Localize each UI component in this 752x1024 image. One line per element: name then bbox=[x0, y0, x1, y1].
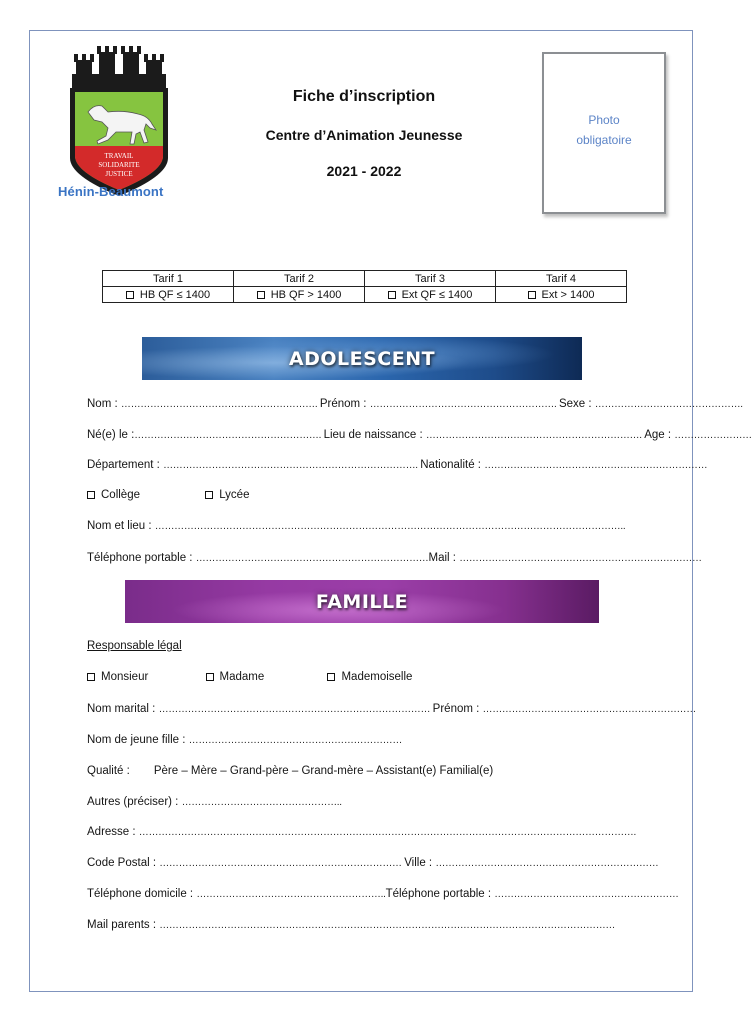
checkbox[interactable] bbox=[205, 491, 213, 499]
qualite-line bbox=[87, 765, 493, 777]
nom-lieu-field[interactable]: ……………………………………………………………………………………………………………………………….. bbox=[154, 521, 626, 532]
tel-portable-parent-field[interactable]: ………………………………………………… bbox=[494, 889, 679, 900]
tarif-option-3[interactable] bbox=[365, 287, 496, 303]
monsieur-label: Monsieur bbox=[101, 671, 149, 683]
age-field[interactable]: …………………… bbox=[674, 430, 752, 441]
autres-label: Autres (préciser) : bbox=[87, 796, 182, 808]
college-label: Collège bbox=[101, 489, 140, 501]
nom-marital-label: Nom marital : bbox=[87, 703, 159, 715]
ne-le-field[interactable]: …………………………………………………. bbox=[134, 430, 324, 441]
checkbox[interactable] bbox=[87, 673, 95, 681]
nom-field[interactable]: ……………………………………………………. bbox=[120, 399, 320, 410]
photo-label bbox=[576, 110, 631, 150]
ville-field[interactable]: …………………………………………………………… bbox=[435, 858, 659, 869]
photo-placeholder[interactable] bbox=[542, 52, 666, 214]
form-subtitle: Centre d’Animation Jeunesse bbox=[265, 127, 463, 143]
prenom-field[interactable]: …………………………………………………. bbox=[369, 399, 559, 410]
tarif-option-label: Ext > 1400 bbox=[541, 288, 595, 301]
civilite-line bbox=[87, 671, 412, 684]
nom-prenom-sexe-line bbox=[87, 398, 743, 410]
tarif-header: Tarif 1 bbox=[103, 271, 234, 287]
motto-line-3: JUSTICE bbox=[105, 170, 133, 178]
tarif-header: Tarif 3 bbox=[365, 271, 496, 287]
nom-marital-line bbox=[87, 703, 696, 715]
monsieur-option[interactable] bbox=[87, 671, 148, 683]
code-postal-field[interactable]: ………………………………………………………………… bbox=[159, 858, 405, 869]
sexe-label: Sexe : bbox=[558, 398, 595, 410]
nom-jeune-fille-field[interactable]: ………………………………………………………… bbox=[188, 735, 403, 746]
age-label: Age : bbox=[644, 429, 675, 441]
code-postal-line bbox=[87, 857, 658, 869]
madame-option[interactable] bbox=[206, 671, 265, 683]
ne-le-label: Né(e) le : bbox=[87, 429, 135, 441]
tel-domicile-label: Téléphone domicile : bbox=[87, 888, 197, 900]
adresse-field[interactable]: ………………………………………………………………………………………………………………………………………. bbox=[138, 827, 636, 838]
mail-label: Mail : bbox=[428, 552, 460, 564]
ville-label: Ville : bbox=[404, 857, 436, 869]
autres-line bbox=[87, 796, 342, 808]
nom-label: Nom : bbox=[87, 398, 121, 410]
form-title: Fiche d’inscription bbox=[292, 88, 436, 105]
mademoiselle-option[interactable] bbox=[327, 671, 412, 683]
checkbox[interactable] bbox=[126, 291, 134, 299]
town-name: Hénin-Beaumont bbox=[58, 184, 164, 199]
code-postal-label: Code Postal : bbox=[87, 857, 160, 869]
mail-parents-label: Mail parents : bbox=[87, 919, 160, 931]
etablissement-line bbox=[87, 489, 249, 502]
responsable-legal-heading: Responsable légal bbox=[87, 640, 182, 652]
lieu-naissance-field[interactable]: …………………………………………………………. bbox=[425, 430, 645, 441]
tarif-table bbox=[102, 270, 627, 303]
tarif-option-label: HB QF ≤ 1400 bbox=[139, 288, 211, 301]
nationalite-label: Nationalité : bbox=[420, 459, 485, 471]
title-block bbox=[250, 88, 478, 179]
departement-line bbox=[87, 459, 707, 471]
section-banner-adolescent bbox=[142, 337, 582, 380]
castle-towers-icon bbox=[72, 46, 166, 88]
adresse-label: Adresse : bbox=[87, 826, 139, 838]
checkbox[interactable] bbox=[388, 291, 396, 299]
qualite-options[interactable]: Père – Mère – Grand-père – Grand-mère – Assistant(e) Familial(e) bbox=[153, 765, 494, 777]
tarif-option-4[interactable] bbox=[496, 287, 627, 303]
section-title: FAMILLE bbox=[315, 590, 409, 613]
town-crest-logo bbox=[64, 46, 174, 206]
motto-line-2: SOLIDARITE bbox=[98, 161, 140, 169]
autres-field[interactable]: ………………………………………….. bbox=[181, 797, 342, 808]
checkbox[interactable] bbox=[257, 291, 265, 299]
checkbox[interactable] bbox=[327, 673, 335, 681]
mademoiselle-label: Mademoiselle bbox=[341, 671, 413, 683]
mail-field[interactable]: ………………………………………………………………… bbox=[459, 553, 702, 564]
naissance-line bbox=[87, 429, 752, 441]
lieu-naissance-label: Lieu de naissance : bbox=[323, 429, 426, 441]
contact-ado-line bbox=[87, 552, 702, 564]
prenom-parent-field[interactable]: ………………………………………………………… bbox=[482, 704, 696, 715]
nom-lieu-label: Nom et lieu : bbox=[87, 520, 155, 532]
tarif-option-row bbox=[103, 287, 627, 303]
nationalite-field[interactable]: …………………………………………………………… bbox=[484, 460, 708, 471]
prenom-label: Prénom : bbox=[319, 398, 370, 410]
tarif-option-label: HB QF > 1400 bbox=[270, 288, 342, 301]
mail-parents-line bbox=[87, 919, 615, 931]
mail-parents-field[interactable]: …………………………………………………………………………………………………………………………… bbox=[159, 920, 616, 931]
telephones-line bbox=[87, 888, 679, 900]
tel-domicile-field[interactable]: ………………………………………………….. bbox=[196, 889, 386, 900]
nom-jeune-fille-line bbox=[87, 734, 402, 746]
section-banner-famille bbox=[125, 580, 599, 623]
sexe-field[interactable]: ………………………………………. bbox=[594, 399, 743, 410]
photo-label-line-2: obligatoire bbox=[576, 133, 632, 147]
qualite-label: Qualité : bbox=[87, 765, 130, 777]
tel-portable-parent-label: Téléphone portable : bbox=[385, 888, 495, 900]
departement-field[interactable]: ……………………………………………………………………. bbox=[163, 460, 421, 471]
departement-label: Département : bbox=[87, 459, 164, 471]
madame-label: Madame bbox=[219, 671, 265, 683]
nom-lieu-line bbox=[87, 520, 625, 532]
college-option[interactable] bbox=[87, 489, 140, 501]
tel-portable-field[interactable]: ……………………………………………………………… bbox=[195, 553, 429, 564]
season: 2021 - 2022 bbox=[326, 163, 402, 179]
tarif-option-label: Ext QF ≤ 1400 bbox=[401, 288, 473, 301]
photo-label-line-1: Photo bbox=[588, 113, 620, 127]
tarif-header: Tarif 2 bbox=[234, 271, 365, 287]
adresse-line bbox=[87, 826, 636, 838]
nom-jeune-fille-label: Nom de jeune fille : bbox=[87, 734, 189, 746]
lycee-label: Lycée bbox=[219, 489, 250, 501]
section-title: ADOLESCENT bbox=[288, 347, 436, 370]
tarif-option-1[interactable] bbox=[103, 287, 234, 303]
tel-portable-label: Téléphone portable : bbox=[87, 552, 196, 564]
tarif-header-row bbox=[103, 271, 627, 287]
tarif-option-2[interactable] bbox=[234, 287, 365, 303]
lycee-option[interactable] bbox=[205, 489, 249, 501]
motto-line-1: TRAVAIL bbox=[104, 152, 134, 160]
nom-marital-field[interactable]: ………………………………………………………………………… bbox=[158, 704, 433, 715]
checkbox[interactable] bbox=[528, 291, 536, 299]
checkbox[interactable] bbox=[87, 491, 95, 499]
tarif-header: Tarif 4 bbox=[496, 271, 627, 287]
prenom-parent-label: Prénom : bbox=[432, 703, 483, 715]
checkbox[interactable] bbox=[206, 673, 214, 681]
